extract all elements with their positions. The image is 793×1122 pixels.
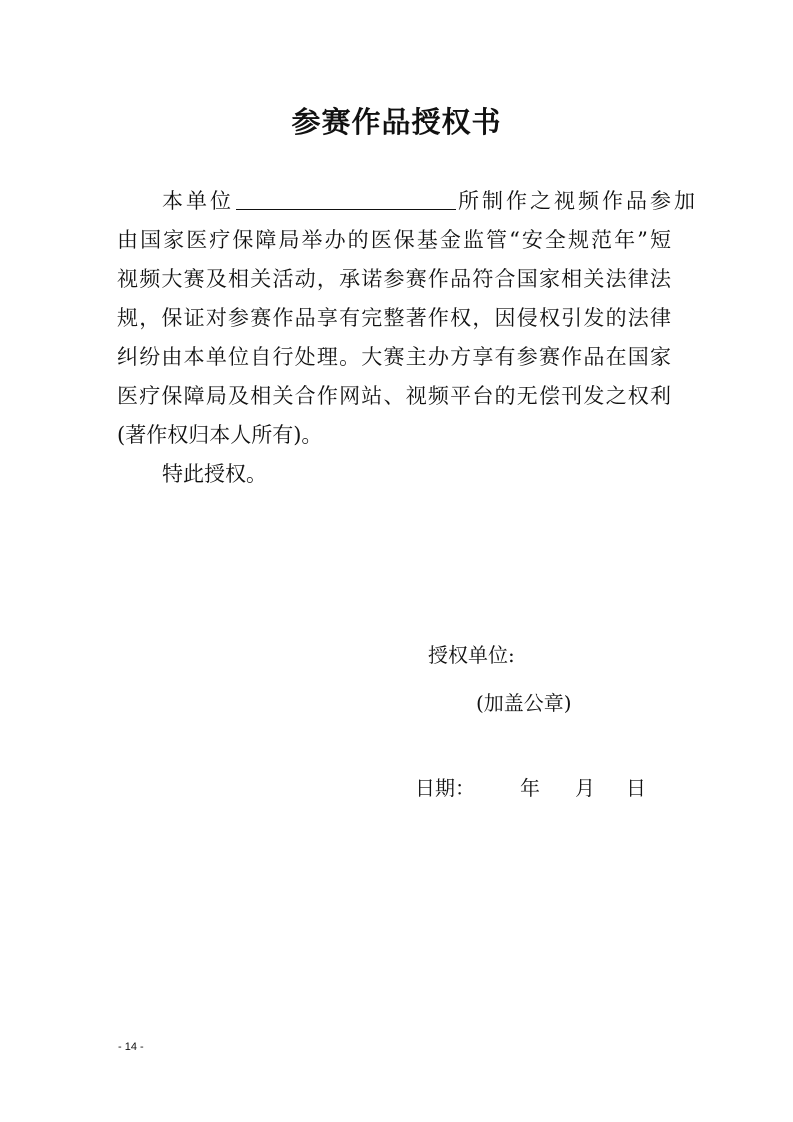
closing-text: 特此授权。 — [162, 462, 267, 486]
line-1-suffix: 所制作之视频作品参加 — [458, 189, 698, 213]
authorizing-unit-label: 授权单位: — [428, 643, 515, 667]
date-day: 日 — [626, 776, 646, 800]
paragraph-line-3: 视频大赛及相关活动，承诺参赛作品符合国家相关法律法 — [117, 267, 671, 291]
date-year: 年 — [520, 776, 540, 800]
unit-name-blank[interactable] — [236, 187, 456, 210]
paragraph-line-5: 纠纷由本单位自行处理。大赛主办方享有参赛作品在国家 — [117, 345, 671, 369]
paragraph-line-6: 医疗保障局及相关合作网站、视频平台的无偿刊发之权利 — [117, 384, 671, 408]
paragraph-line-1 — [117, 186, 698, 216]
document-title: 参赛作品授权书 — [291, 105, 502, 139]
seal-note: (加盖公章) — [476, 691, 572, 715]
paragraph-line-7: (著作权归本人所有)。 — [117, 423, 323, 447]
paragraph-line-2: 由国家医疗保障局举办的医保基金监管“安全规范年”短 — [117, 228, 671, 252]
line-1-prefix: 本单位 — [162, 189, 234, 213]
date-label: 日期： — [415, 776, 475, 800]
page-number: - 14 - — [118, 1041, 144, 1053]
date-month: 月 — [575, 776, 595, 800]
paragraph-line-4: 规，保证对参赛作品享有完整著作权，因侵权引发的法律 — [117, 306, 671, 330]
